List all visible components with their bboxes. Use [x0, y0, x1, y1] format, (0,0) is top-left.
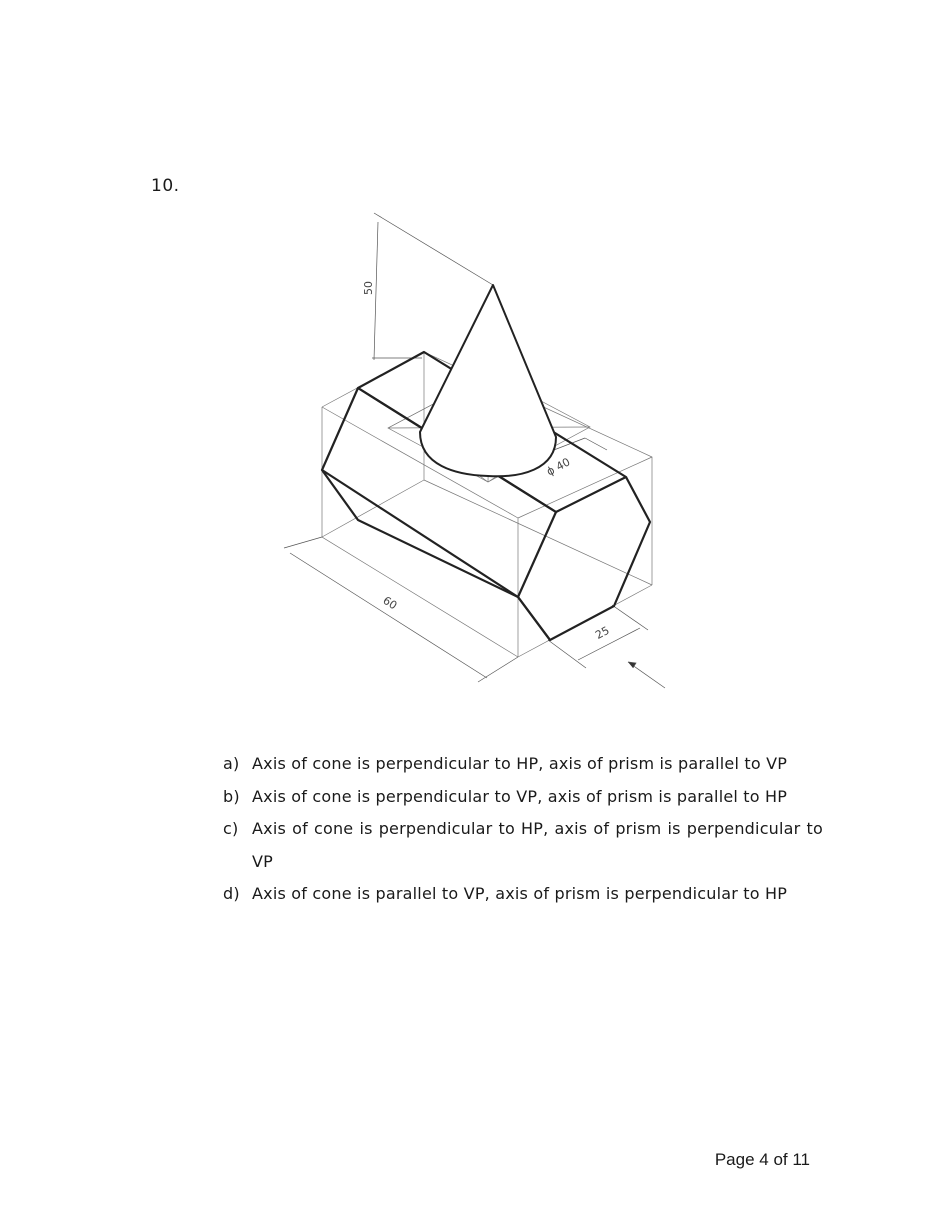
- option-label: c): [223, 819, 239, 838]
- option-label: b): [223, 786, 240, 806]
- option-text: Axis of cone is perpendicular to HP, axis of prism is perpendicular to VP: [252, 819, 823, 871]
- isometric-figure: [270, 205, 690, 705]
- cone: [420, 285, 556, 476]
- option-text: Axis of cone is perpendicular to HP, axis of prism is parallel to VP: [252, 754, 788, 773]
- answer-options: [223, 748, 823, 911]
- option-text: Axis of cone is parallel to VP, axis of prism is perpendicular to HP: [252, 884, 788, 903]
- option-text: Axis of cone is perpendicular to VP, axis of prism is parallel to HP: [252, 786, 788, 806]
- dimension-length: 60: [380, 593, 400, 613]
- option-label: a): [223, 754, 240, 773]
- question-number: 10.: [151, 176, 180, 196]
- option-b[interactable]: [223, 781, 823, 814]
- option-a[interactable]: [223, 748, 823, 781]
- dimension-height: 50: [362, 281, 375, 295]
- dimension-diameter: ϕ 40: [544, 455, 573, 479]
- option-c[interactable]: [223, 813, 823, 878]
- option-label: d): [223, 884, 240, 903]
- dimension-width: 25: [593, 623, 612, 642]
- option-d[interactable]: [223, 878, 823, 911]
- page-number: Page 4 of 11: [714, 1150, 810, 1169]
